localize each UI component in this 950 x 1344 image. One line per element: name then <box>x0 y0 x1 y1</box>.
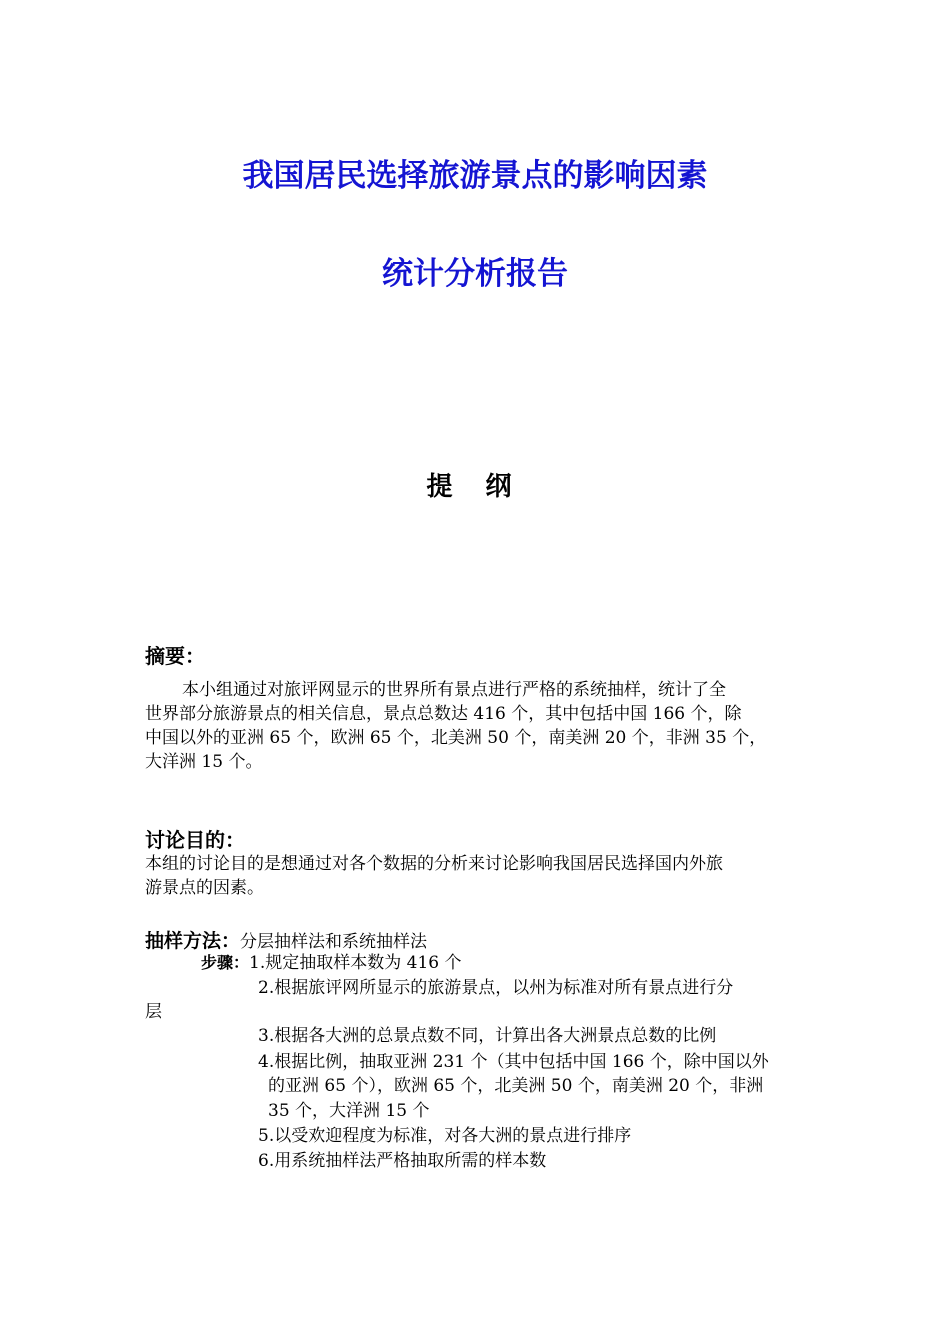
abstract-heading: 摘要： <box>145 644 205 668</box>
abstract-line-1: 本小组通过对旅评网显示的世界所有景点进行严格的系统抽样，统计了全 <box>182 680 726 700</box>
abstract-line-2: 世界部分旅游景点的相关信息，景点总数达 416 个，其中包括中国 166 个，除 <box>145 704 742 724</box>
purpose-heading: 讨论目的： <box>145 828 245 852</box>
step-1: 1.规定抽取样本数为 416 个 <box>249 953 462 973</box>
steps-label: 步骤： <box>201 953 250 972</box>
step-4-line-c: 35 个，大洋洲 15 个 <box>268 1101 430 1121</box>
step-5: 5.以受欢迎程度为标准，对各大洲的景点进行排序 <box>258 1126 632 1146</box>
abstract-line-3: 中国以外的亚洲 65 个，欧洲 65 个，北美洲 50 个，南美洲 20 个，非洲 35 个， <box>145 728 767 748</box>
outline-heading: 提 纲 <box>426 472 524 502</box>
step-6: 6.用系统抽样法严格抽取所需的样本数 <box>258 1151 547 1171</box>
abstract-line-4: 大洋洲 15 个。 <box>145 752 263 772</box>
method-text: 分层抽样法和系统抽样法 <box>240 932 428 952</box>
step-4-line-b: 的亚洲 65 个），欧洲 65 个，北美洲 50 个，南美洲 20 个，非洲 <box>268 1076 764 1096</box>
step-3: 3.根据各大洲的总景点数不同，计算出各大洲景点总数的比例 <box>258 1026 717 1046</box>
step-2-line-a: 2.根据旅评网所显示的旅游景点，以州为标准对所有景点进行分 <box>258 978 734 998</box>
purpose-line-1: 本组的讨论目的是想通过对各个数据的分析来讨论影响我国居民选择国内外旅 <box>145 854 723 874</box>
method-heading: 抽样方法： <box>145 930 241 952</box>
step-4-line-a: 4.根据比例，抽取亚洲 231 个（其中包括中国 166 个，除中国以外 <box>258 1052 769 1072</box>
report-title-line1: 我国居民选择旅游景点的影响因素 <box>242 158 708 194</box>
step-2-line-b: 层 <box>145 1002 162 1022</box>
report-title-line2: 统计分析报告 <box>382 256 568 292</box>
purpose-line-2: 游景点的因素。 <box>145 878 264 898</box>
step-1-line <box>201 950 462 975</box>
